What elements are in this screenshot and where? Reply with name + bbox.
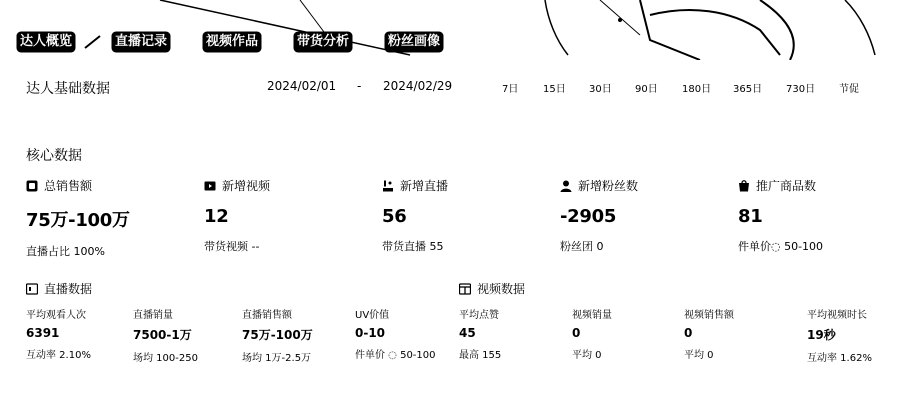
metric-total-sales <box>26 177 130 259</box>
metric-sub: 带货视频 -- <box>204 240 260 253</box>
stat-value: 75万-100万 <box>242 328 313 342</box>
banner-decoration <box>0 0 897 60</box>
live-sales-volume <box>133 306 198 364</box>
range-365d[interactable]: 365日 <box>733 84 763 95</box>
date-end[interactable]: 2024/02/29 <box>383 79 453 93</box>
stat-value: 19秒 <box>807 328 836 342</box>
basic-data-title: 达人基础数据 <box>26 81 110 97</box>
range-30d[interactable]: 30日 <box>589 84 612 95</box>
live-data-label: 直播数据 <box>44 282 93 296</box>
stat-label: 视频销售额 <box>684 310 734 321</box>
metric-value: -2905 <box>560 206 617 227</box>
stat-sub: 平均 0 <box>684 350 714 361</box>
stat-sub: 平均 0 <box>572 350 602 361</box>
tab-live-records[interactable]: 直播记录 <box>115 34 168 49</box>
stat-label: 直播销量 <box>133 310 173 321</box>
metric-sub: 粉丝团 0 <box>560 240 604 253</box>
video-avg-duration <box>807 306 872 364</box>
stat-sub: 互动率 2.10% <box>26 350 91 361</box>
range-promo[interactable]: 节促 <box>839 84 859 95</box>
range-7d[interactable]: 7日 <box>502 84 519 95</box>
stat-label: UV价值 <box>355 310 390 321</box>
video-data-icon <box>459 283 471 295</box>
live-icon <box>382 180 394 192</box>
live-data-icon <box>26 283 38 295</box>
stat-sub: 互动率 1.62% <box>807 353 872 364</box>
stat-value: 0-10 <box>355 326 386 340</box>
fans-icon <box>560 180 572 192</box>
stat-label: 直播销售额 <box>242 310 292 321</box>
metric-sub: 件单价◌ 50-100 <box>738 240 824 253</box>
top-banner <box>0 0 897 60</box>
metric-label: 推广商品数 <box>756 179 817 193</box>
stat-value: 6391 <box>26 326 60 340</box>
live-avg-viewers <box>26 306 91 361</box>
video-data-label: 视频数据 <box>477 282 526 296</box>
date-start[interactable]: 2024/02/01 <box>267 79 337 93</box>
live-sales-amount <box>242 306 313 364</box>
tab-sales-analysis[interactable]: 带货分析 <box>297 34 350 49</box>
video-sales-amount <box>684 306 734 361</box>
metric-label: 新增粉丝数 <box>578 179 639 193</box>
sales-icon <box>26 180 38 192</box>
metric-sub: 带货直播 55 <box>382 240 444 253</box>
video-avg-likes <box>459 306 501 361</box>
metric-label: 总销售额 <box>44 179 93 193</box>
stat-label: 视频销量 <box>572 310 612 321</box>
live-data-title <box>26 280 92 297</box>
stat-value: 7500-1万 <box>133 328 192 342</box>
metric-value: 56 <box>382 206 407 227</box>
metric-label: 新增直播 <box>400 179 449 193</box>
metric-new-videos <box>204 177 270 254</box>
goods-icon <box>738 180 750 192</box>
metric-sub: 直播占比 100% <box>26 245 105 258</box>
live-uv-value <box>355 306 436 361</box>
metric-label: 新增视频 <box>222 179 271 193</box>
metric-value: 12 <box>204 206 229 227</box>
video-data-title <box>459 280 525 297</box>
stat-sub: 场均 1万-2.5万 <box>242 353 312 364</box>
stat-value: 0 <box>684 326 693 340</box>
stat-sub: 最高 155 <box>459 350 502 361</box>
range-90d[interactable]: 90日 <box>635 84 658 95</box>
metric-new-lives <box>382 177 448 254</box>
metric-promoted-goods <box>738 177 823 254</box>
video-sales-volume <box>572 306 612 361</box>
tab-fan-profile[interactable]: 粉丝画像 <box>388 34 441 49</box>
stat-label: 平均视频时长 <box>807 310 867 321</box>
stat-sub: 件单价 ◌ 50-100 <box>355 350 436 361</box>
metric-value: 81 <box>738 206 763 227</box>
metric-new-fans <box>560 177 638 254</box>
range-15d[interactable]: 15日 <box>543 84 566 95</box>
stat-label: 平均点赞 <box>459 310 499 321</box>
stat-label: 平均观看人次 <box>26 310 86 321</box>
stat-value: 45 <box>459 326 476 340</box>
video-icon <box>204 180 216 192</box>
date-separator: - <box>357 79 362 93</box>
range-730d[interactable]: 730日 <box>786 84 816 95</box>
tab-overview[interactable]: 达人概览 <box>20 34 73 49</box>
tab-video-works[interactable]: 视频作品 <box>206 34 259 49</box>
range-180d[interactable]: 180日 <box>682 84 712 95</box>
stat-value: 0 <box>572 326 581 340</box>
stat-sub: 场均 100-250 <box>133 353 198 364</box>
core-data-title: 核心数据 <box>26 148 82 164</box>
metric-value: 75万-100万 <box>26 210 130 231</box>
